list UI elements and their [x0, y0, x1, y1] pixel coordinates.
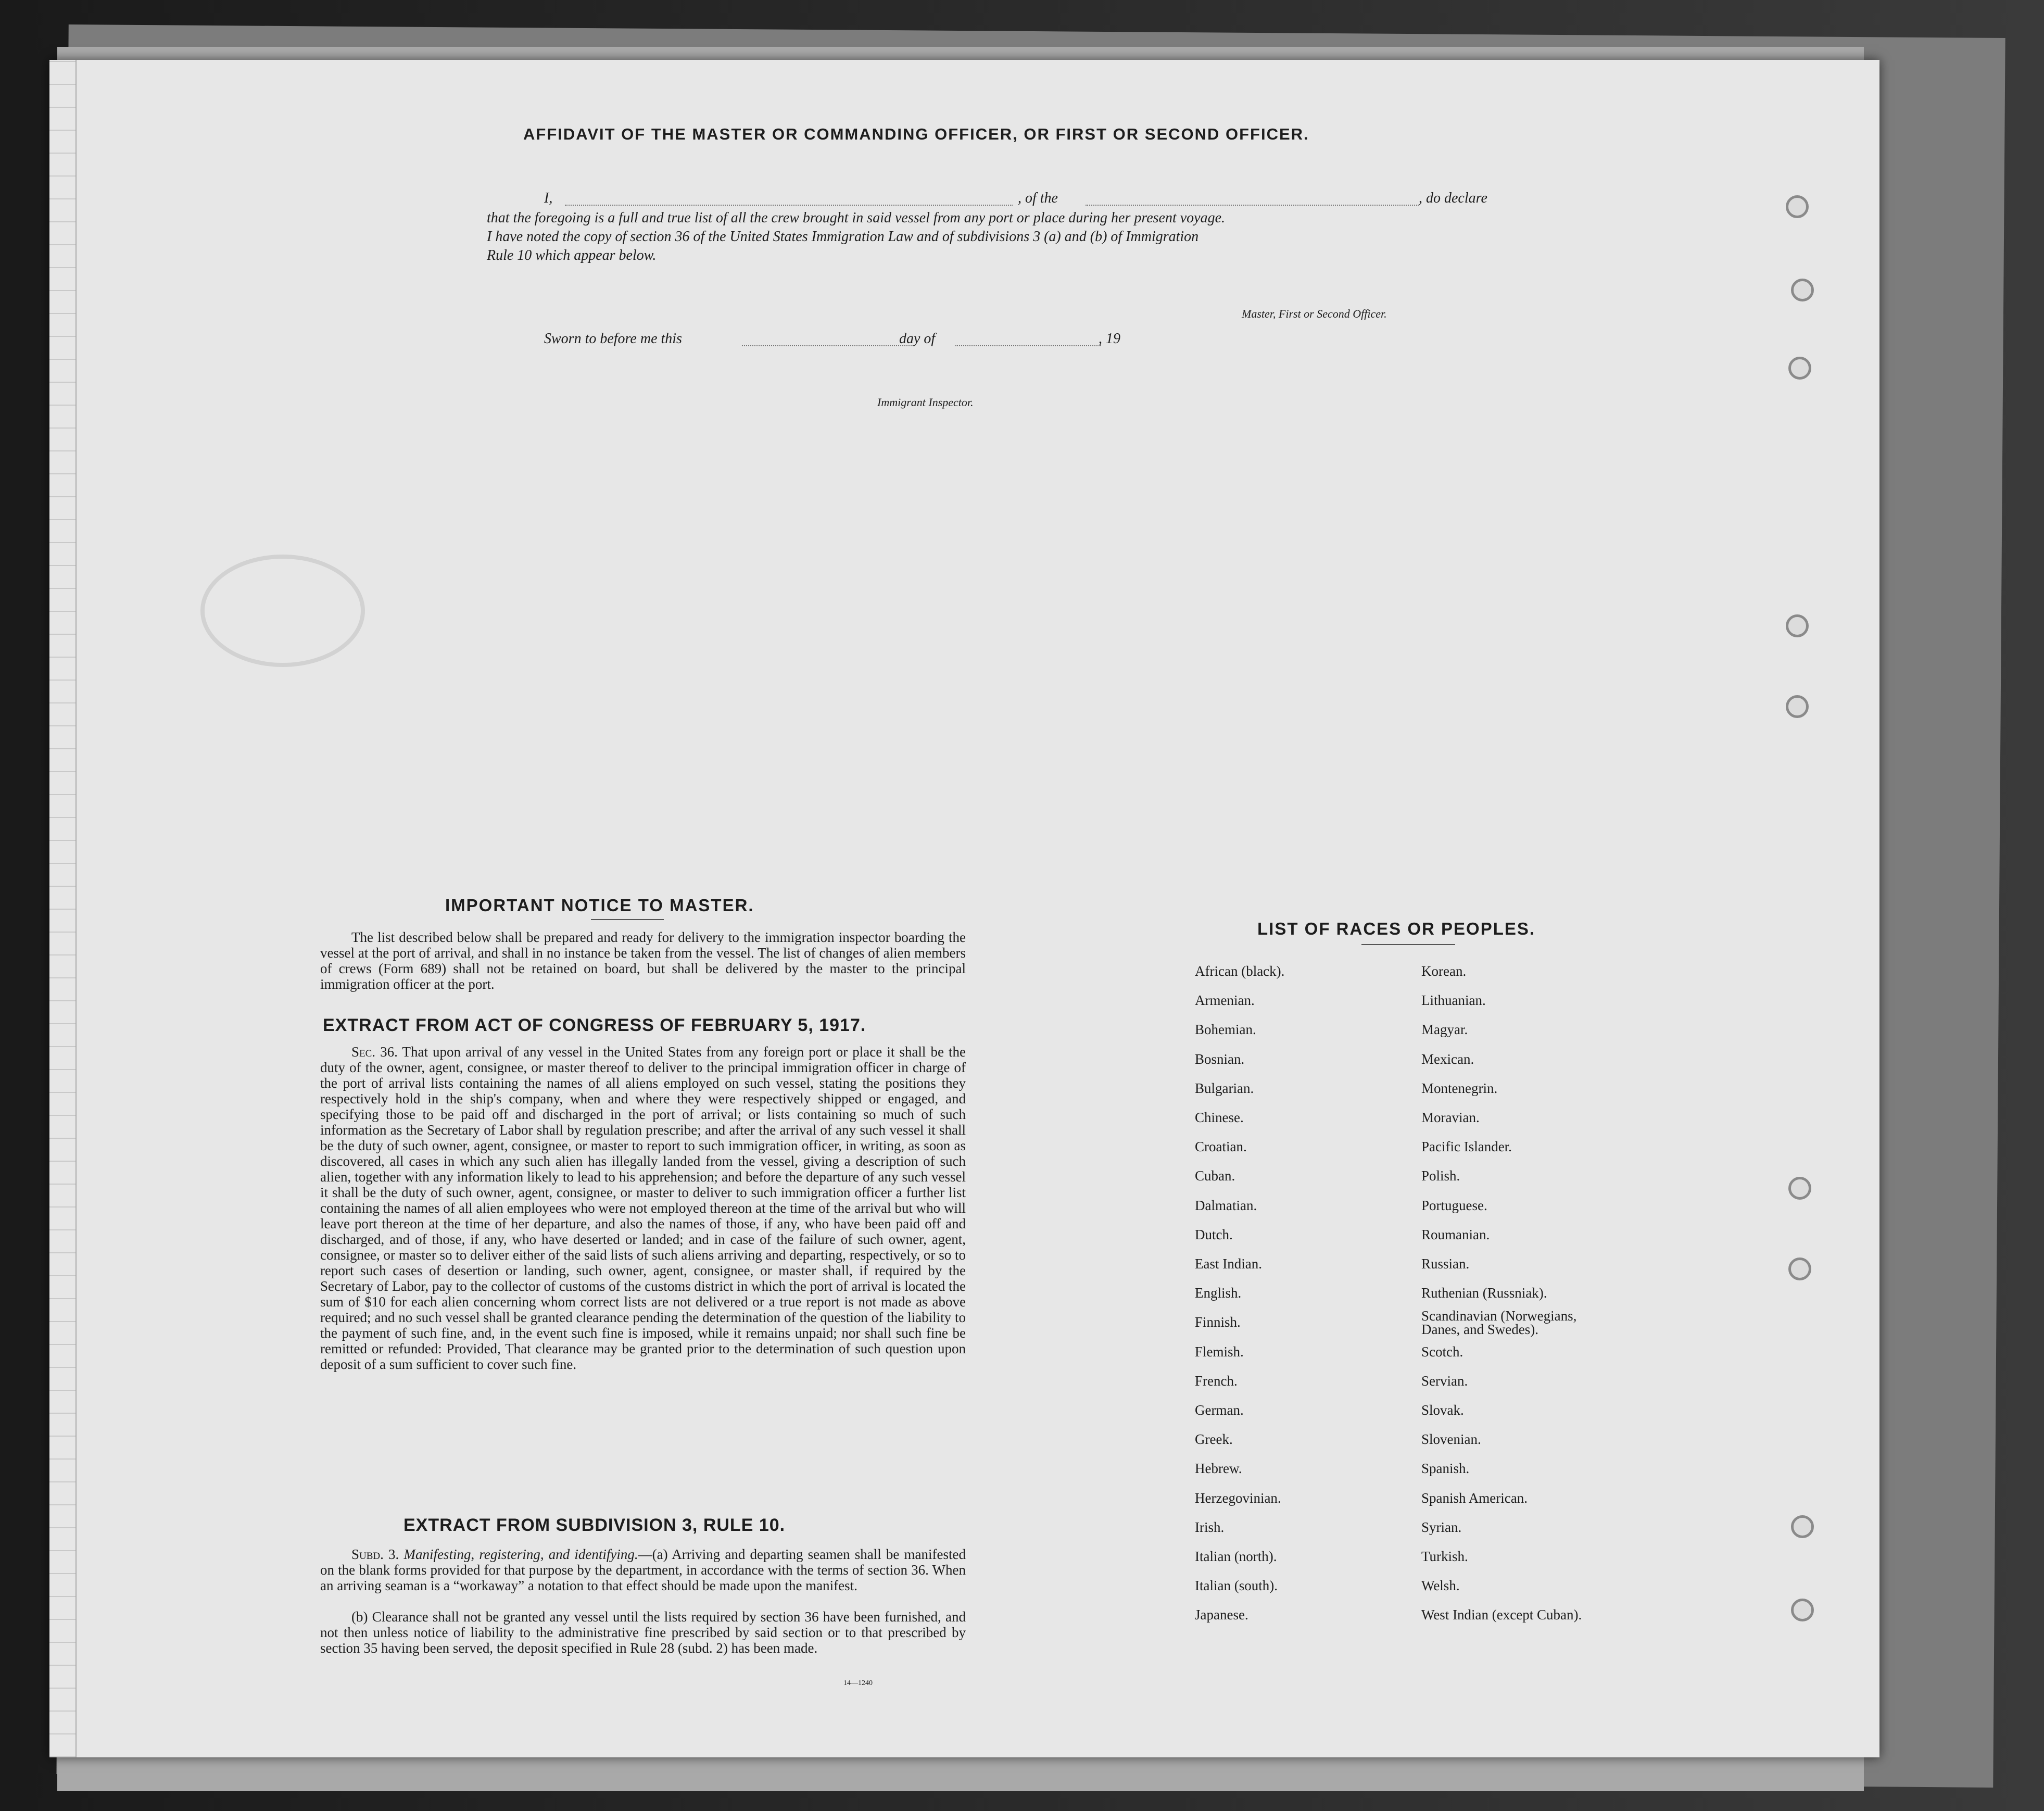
race-item: German.: [1195, 1402, 1244, 1418]
affidavit-line-3: I have noted the copy of section 36 of the United States Immigration Law and of subdivisions 3 (a) and (b) of Immigration: [487, 229, 1199, 245]
race-item: Spanish American.: [1421, 1490, 1528, 1506]
bleed-through-seal: [200, 555, 365, 667]
punch-hole: [1791, 1599, 1814, 1621]
vessel-blank: [1086, 205, 1419, 206]
race-item: Bulgarian.: [1195, 1080, 1254, 1096]
race-item: Dalmatian.: [1195, 1198, 1257, 1213]
rule-subdivision-a-text: —(a) Arriving and departing seamen shall be manifested on the blank forms provided for that purpose by the department, in accordance with the terms of section 36. When an arriving seaman is a “workaway” a notation to that effect should be made upon the manifest.: [320, 1546, 966, 1593]
affidavit-line-2: that the foregoing is a full and true list of all the crew brought in said vessel from any port or place during her present voyage.: [487, 210, 1226, 226]
race-item: French.: [1195, 1373, 1238, 1389]
race-item: Croatian.: [1195, 1139, 1247, 1154]
affidavit-of-the: , of the: [1018, 190, 1058, 206]
ruled-margin: [49, 60, 77, 1757]
race-item: Slovak.: [1421, 1402, 1464, 1418]
notice-body: The list described below shall be prepared and ready for delivery to the immigration inspector boarding the vessel at the port of arrival, and shall in no instance be taken from the vessel. The list of changes of alien members of crews (Form 689) shall not be retained on board, but shall be delivered by the master to the principal immigration officer at the port.: [320, 929, 966, 992]
race-item: Montenegrin.: [1421, 1080, 1498, 1096]
races-title: LIST OF RACES OR PEOPLES.: [1257, 919, 1536, 938]
race-item: Portuguese.: [1421, 1198, 1487, 1213]
day-blank: [742, 345, 914, 346]
document-page: [49, 60, 1879, 1757]
act-extract-body: [320, 1044, 966, 1372]
punch-hole: [1791, 279, 1814, 301]
affidavit-line-4: Rule 10 which appear below.: [487, 247, 657, 263]
race-item: Slovenian.: [1421, 1431, 1481, 1447]
race-item: Armenian.: [1195, 992, 1255, 1008]
punch-hole: [1786, 695, 1809, 718]
race-item: Servian.: [1421, 1373, 1468, 1389]
race-item: Moravian.: [1421, 1110, 1480, 1125]
act-extract-title: EXTRACT FROM ACT OF CONGRESS OF FEBRUARY 5, 1917.: [323, 1015, 866, 1035]
rule-subdivision-heading: Manifesting, registering, and identifying.: [403, 1546, 638, 1562]
race-item: Finnish.: [1195, 1314, 1241, 1330]
notice-rule: [591, 919, 664, 920]
act-section-label: Sec. 36.: [351, 1044, 398, 1060]
race-item: Scandinavian (Norwegians, Danes, and Swedes).: [1421, 1308, 1577, 1337]
race-item: Ruthenian (Russniak).: [1421, 1285, 1547, 1301]
race-item: Flemish.: [1195, 1344, 1244, 1360]
punch-hole: [1788, 1177, 1811, 1200]
race-item: Russian.: [1421, 1256, 1470, 1272]
race-item: West Indian (except Cuban).: [1421, 1607, 1582, 1623]
inspector-label: Immigrant Inspector.: [877, 396, 974, 409]
race-item: Lithuanian.: [1421, 992, 1486, 1008]
race-item: Chinese.: [1195, 1110, 1244, 1125]
punch-hole: [1788, 357, 1811, 380]
affidavit-i: I,: [544, 190, 553, 206]
rule-extract-title: EXTRACT FROM SUBDIVISION 3, RULE 10.: [403, 1515, 786, 1535]
race-item: Syrian.: [1421, 1519, 1462, 1535]
race-item: Welsh.: [1421, 1578, 1460, 1593]
punch-hole: [1791, 1515, 1814, 1538]
day-of-text: day of: [899, 331, 936, 347]
rule-subdivision-label: Subd. 3.: [351, 1546, 399, 1562]
race-item: English.: [1195, 1285, 1242, 1301]
race-item: Hebrew.: [1195, 1461, 1242, 1476]
race-item: Bohemian.: [1195, 1022, 1256, 1037]
races-rule: [1361, 944, 1455, 945]
race-item: Spanish.: [1421, 1461, 1470, 1476]
name-blank: [565, 205, 1013, 206]
race-item: Roumanian.: [1421, 1227, 1490, 1242]
notice-title: IMPORTANT NOTICE TO MASTER.: [445, 896, 754, 915]
race-item: Irish.: [1195, 1519, 1225, 1535]
rule-extract-body-b: (b) Clearance shall not be granted any vessel until the lists required by section 36 have been furnished, and not then unless notice of liability to the administrative fine prescribed by said section or to that prescribed by section 35 having been served, the deposit specified in Rule 28 (subd. 2) has been made.: [320, 1609, 966, 1656]
race-item: Korean.: [1421, 963, 1467, 979]
race-item: Japanese.: [1195, 1607, 1248, 1623]
act-section-text: That upon arrival of any vessel in the United States from any foreign port or place it shall be the duty of the owner, agent, consignee, or master thereof to deliver to the principal immigration officer in charge of the port of arrival lists containing the names of all aliens employed on such vessel, stating the positions they respectively hold in the ship's company, when and where they were respectively shipped or engaged, and specifying those to be paid off and discharged in the port of arrival; or lists containing so much of such information as the Secretary of Labor shall by regulation prescribe; and after the arrival of any such vessel it shall be the duty of such owner, agent, consignee, or master to report to such immigration officer, in writing, as soon as discovered, all cases in which any such alien has illegally landed from the vessel, giving a description of such alien, together with any information likely to lead to his apprehension; and before the departure of any such vessel it shall be the duty of such owner, agent, consignee, or master to deliver to such immigration officer a further list containing the names of all alien employees who were not employed thereon at the time of the arrival but who will leave port thereon at the time of her departure, and also the names of those, if any, who have been paid off and discharged, and of those, if any, who have deserted or landed; and in case of the failure of such owner, agent, consignee, or master so to deliver either of the said lists of such aliens arriving and departing, respectively, or so to report such cases of desertion or landing, such owner, agent, consignee, or master shall, if required by the Secretary of Labor, pay to the collector of customs of the customs district in which the port of arrival is located the sum of $10 for each alien concerning whom correct lists are not delivered or a true report is not made as above required; and no such vessel shall be granted clearance pending the determination of the question of the liability to the payment of such fine, and, in the event such fine is imposed, while it remains unpaid; nor shall such fine be remitted or refunded: Provided, That clearance may be granted prior to the determination of such question upon deposit of a sum sufficient to cover such fine.: [320, 1044, 966, 1372]
race-item: Turkish.: [1421, 1549, 1468, 1564]
race-item: Dutch.: [1195, 1227, 1233, 1242]
race-item: Magyar.: [1421, 1022, 1468, 1037]
punch-hole: [1786, 195, 1809, 218]
race-item: Cuban.: [1195, 1168, 1235, 1184]
race-item: Italian (south).: [1195, 1578, 1278, 1593]
race-item: Pacific Islander.: [1421, 1139, 1512, 1154]
rule-extract-body-a: [320, 1546, 966, 1593]
affidavit-do-declare: , do declare: [1419, 190, 1487, 206]
race-item: Herzegovinian.: [1195, 1490, 1281, 1506]
race-item: African (black).: [1195, 963, 1285, 979]
form-number: 14—1240: [843, 1679, 873, 1687]
race-item: Polish.: [1421, 1168, 1460, 1184]
punch-hole: [1786, 614, 1809, 637]
punch-hole: [1788, 1257, 1811, 1280]
race-item: East Indian.: [1195, 1256, 1262, 1272]
year-text: , 19: [1099, 331, 1120, 347]
race-item: Greek.: [1195, 1431, 1233, 1447]
race-item: Italian (north).: [1195, 1549, 1277, 1564]
sworn-text: Sworn to before me this: [544, 331, 682, 347]
master-signature-label: Master, First or Second Officer.: [1242, 307, 1387, 320]
race-item: Scotch.: [1421, 1344, 1463, 1360]
race-item: Mexican.: [1421, 1051, 1474, 1067]
affidavit-title: AFFIDAVIT OF THE MASTER OR COMMANDING OFFICER, OR FIRST OR SECOND OFFICER.: [523, 125, 1309, 143]
month-blank: [955, 345, 1101, 346]
race-item: Bosnian.: [1195, 1051, 1245, 1067]
